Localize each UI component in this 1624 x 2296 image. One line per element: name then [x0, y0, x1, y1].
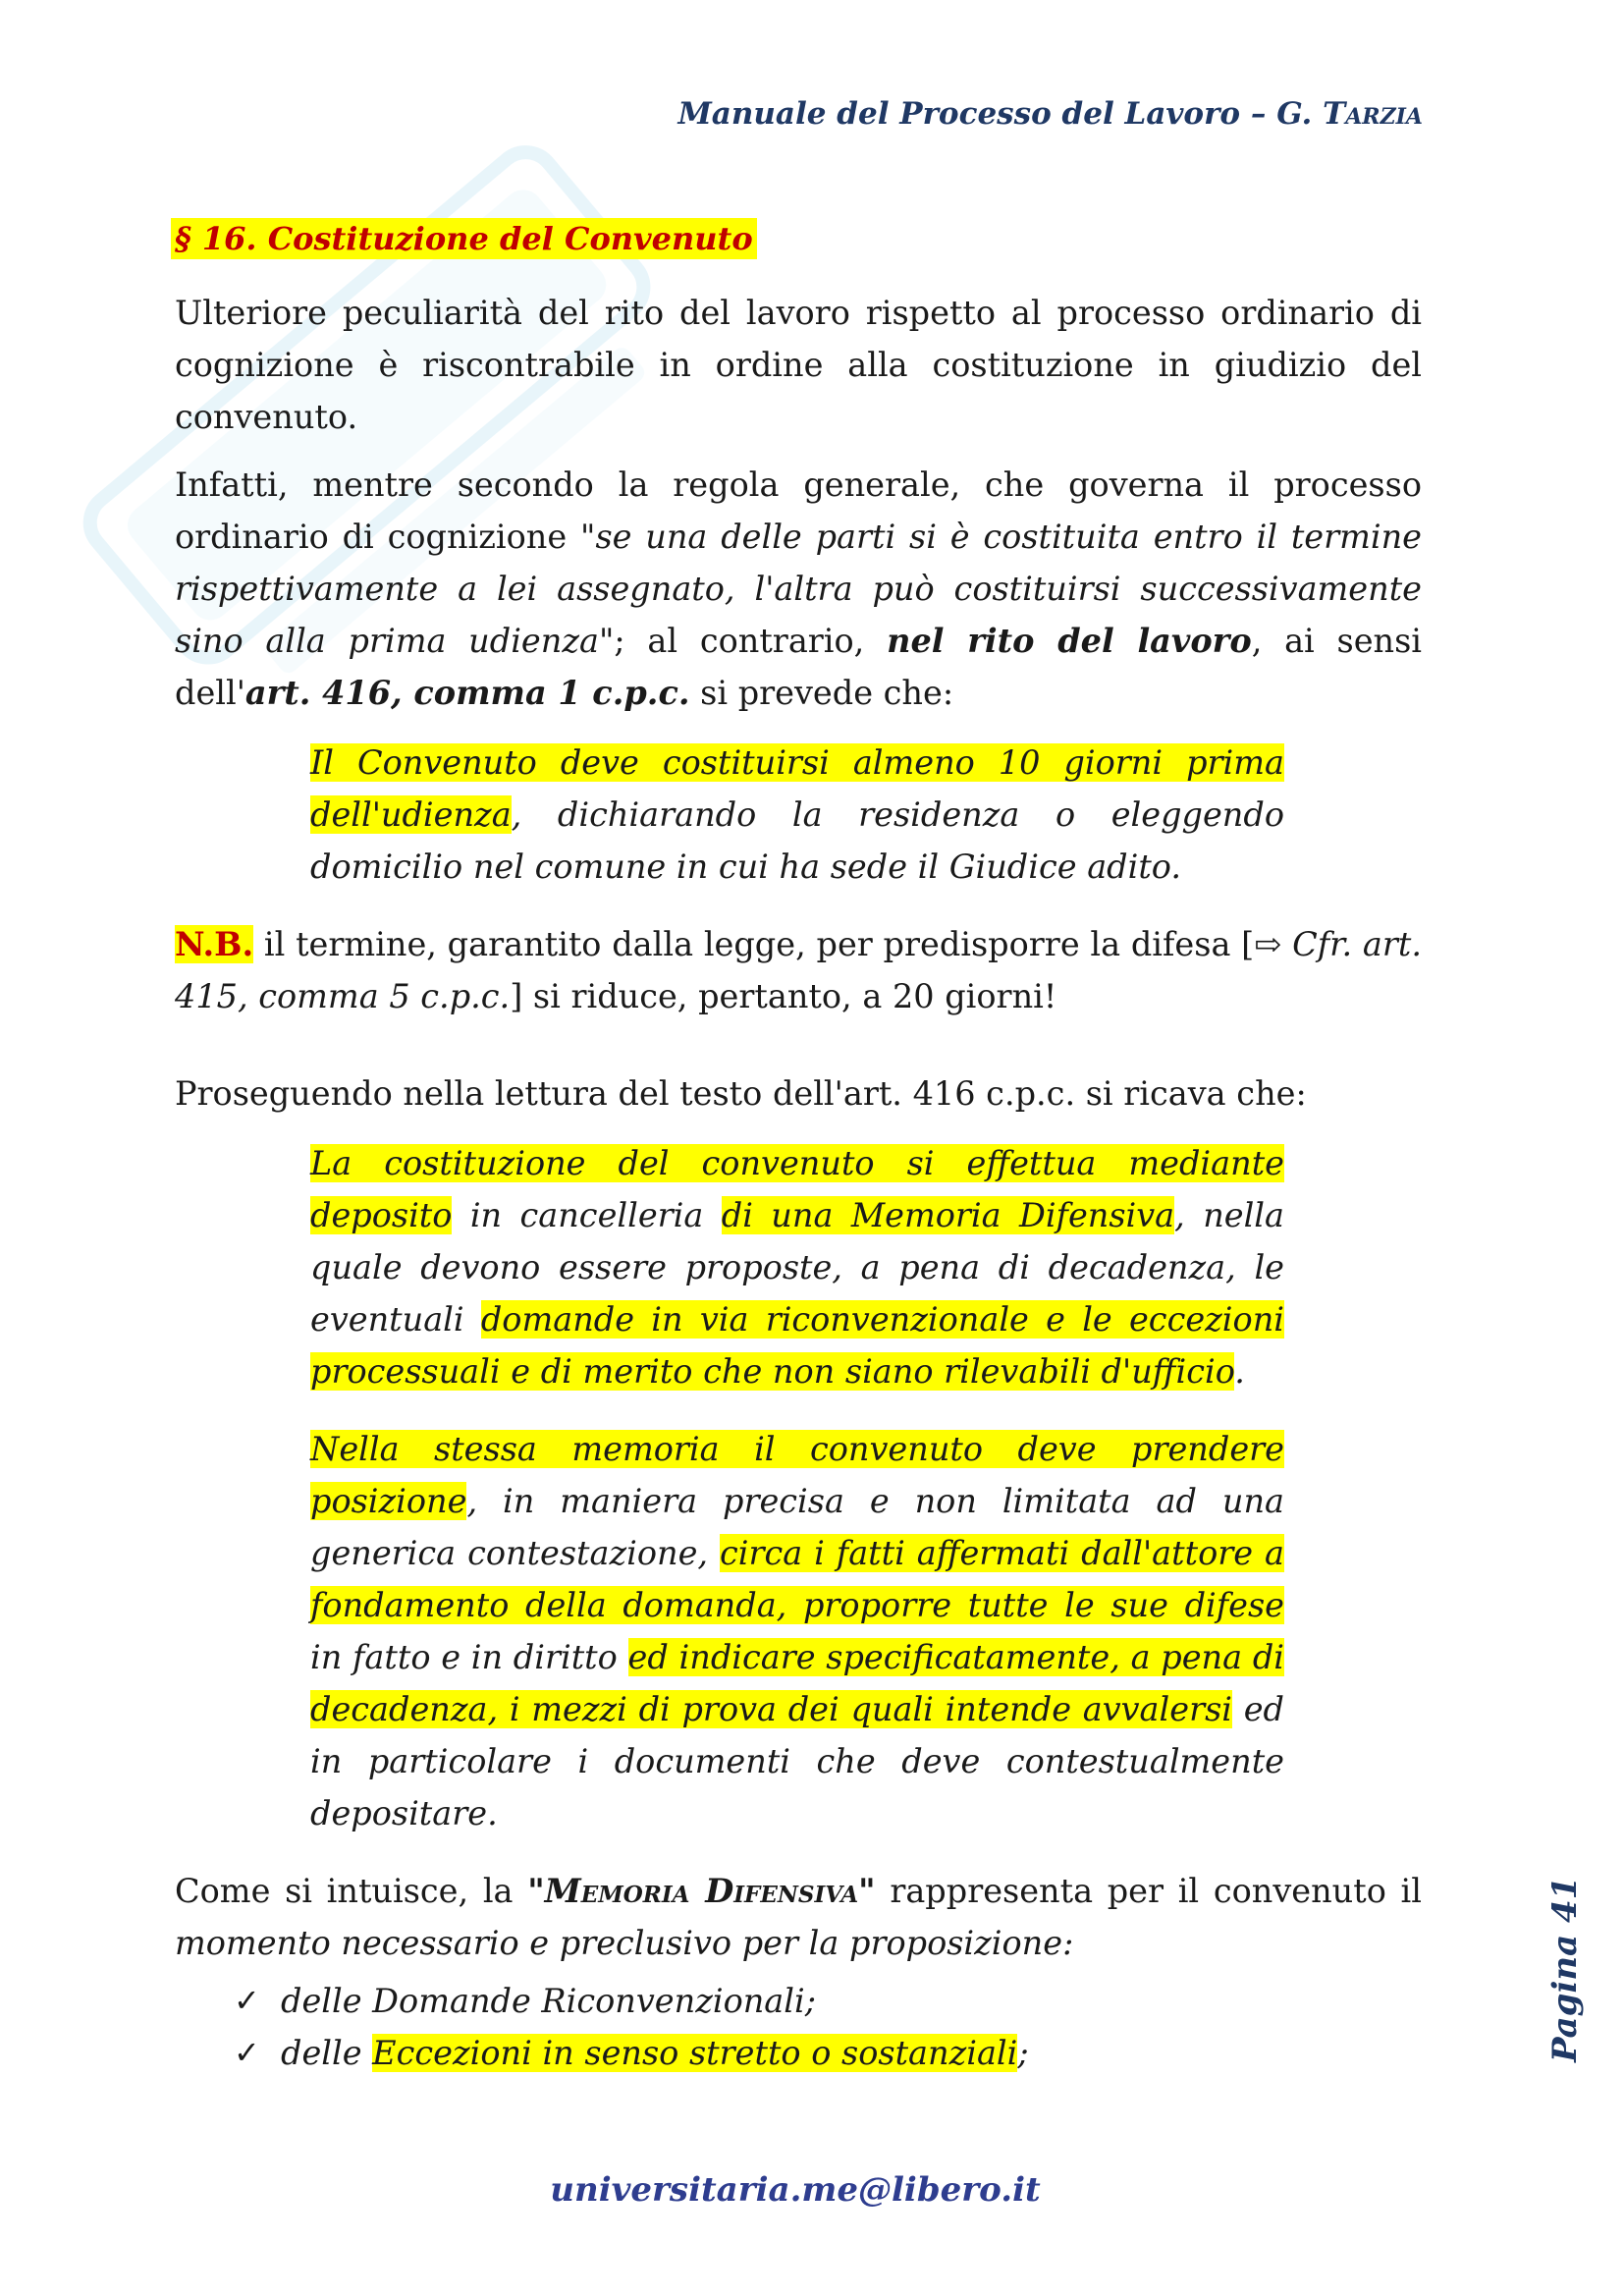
highlight: domande in via riconvenzionale e le eccezioni processuali e di merito che non siano rilevabili d'ufficio: [310, 1300, 1284, 1391]
text: in fatto e in diritto: [310, 1638, 628, 1676]
nb-note: [175, 918, 1422, 1022]
page-number: Pagina 41: [1545, 1876, 1585, 2062]
nb-label: N.B.: [175, 925, 254, 963]
emphasis-rito: nel rito del lavoro: [887, 622, 1252, 660]
article-ref: art. 416, comma 1 c.p.c.: [244, 674, 690, 712]
text: .: [1234, 1352, 1245, 1391]
header-author: Tarzia: [1323, 96, 1423, 132]
highlight: La costituzione del convenuto si effettua mediante deposito: [310, 1144, 1284, 1234]
text: Infatti, mentre secondo la regola generale, che governa il processo ordinario di cognizione: [175, 465, 1422, 556]
text: , dichiarando la residenza o eleggendo domicilio nel comune in cui ha sede il Giudice adito.: [310, 795, 1284, 886]
section-title: § 16. Costituzione del Convenuto: [171, 218, 757, 259]
running-header: [677, 96, 1423, 132]
quoted-rule: "se una delle parti si è costituita entro il termine rispettivamente a lei assegnato, l'altra può costituirsi successivamente sino alla prima udienza": [175, 518, 1423, 660]
check-icon: ✓: [234, 1982, 260, 2019]
text: in cancelleria: [452, 1196, 722, 1234]
list-item-text: [281, 2027, 1029, 2079]
text: momento necessario e preclusivo per la proposizione:: [175, 1924, 1074, 1962]
paragraph-continue: Proseguendo nella lettura del testo dell'art. 416 c.p.c. si ricava che:: [175, 1074, 1307, 1113]
highlight: ed indicare specificatamente, a pena di decadenza, i mezzi di prova dei quali intende avvalersi: [310, 1638, 1284, 1728]
text: , ai sensi dell': [175, 622, 1423, 712]
text: , in maniera precisa e non limitata ad una generica contestazione,: [310, 1482, 1284, 1572]
highlight: Eccezioni in senso stretto o sostanziali: [372, 2034, 1018, 2072]
text: il termine, garantito dalla legge, per predisporre la difesa [: [253, 925, 1255, 963]
text: Come si intuisce, la: [175, 1872, 528, 1910]
text: ed in particolare i documenti che deve contestualmente depositare.: [310, 1690, 1284, 1832]
paragraph-rule: [175, 459, 1422, 719]
text: rappresenta per il convenuto il: [875, 1872, 1422, 1910]
highlight: Il Convenuto deve costituirsi almeno 10 giorni prima dell'udienza: [310, 743, 1284, 834]
text: , nella quale devono essere proposte, a pena di decadenza, le eventuali: [310, 1196, 1284, 1339]
highlight: circa i fatti affermati dall'attore a fondamento della domanda, proporre tutte le sue difese: [310, 1534, 1284, 1624]
text: ; al contrario,: [614, 622, 888, 660]
memoria-difensiva-term: "Memoria Difensiva": [527, 1872, 876, 1910]
text: ;: [1017, 2034, 1029, 2072]
header-title: Manuale del Processo del Lavoro – G.: [677, 96, 1324, 132]
list-item: [234, 1975, 1422, 2027]
checklist: [234, 1975, 1422, 2079]
arrow-icon: ⇨: [1254, 925, 1282, 963]
quote-posizione: [310, 1423, 1284, 1839]
quote-art-416-c1: [310, 737, 1284, 893]
paragraph-conclusion: [175, 1865, 1422, 1969]
text: delle: [281, 2034, 373, 2072]
list-item: [234, 2027, 1422, 2079]
text: ] si riduce, pertanto, a 20 giorni!: [510, 977, 1057, 1015]
quote-memoria: [310, 1137, 1284, 1397]
highlight: Nella stessa memoria il convenuto deve prendere posizione: [310, 1430, 1284, 1520]
paragraph-intro: Ulteriore peculiarità del rito del lavoro rispetto al processo ordinario di cognizione è riscontrabile in ordine alla costituzione in giudizio del convenuto.: [175, 294, 1422, 436]
footer-email[interactable]: universitaria.me@libero.it: [550, 2170, 1041, 2210]
highlight: di una Memoria Difensiva: [721, 1196, 1175, 1234]
cross-ref: Cfr. art. 415, comma 5 c.p.c.: [175, 925, 1422, 1015]
list-item-text: delle Domande Riconvenzionali;: [281, 1982, 816, 2020]
text: si prevede che:: [689, 674, 954, 712]
page-body: [175, 218, 1422, 2079]
check-icon: ✓: [234, 2034, 260, 2071]
